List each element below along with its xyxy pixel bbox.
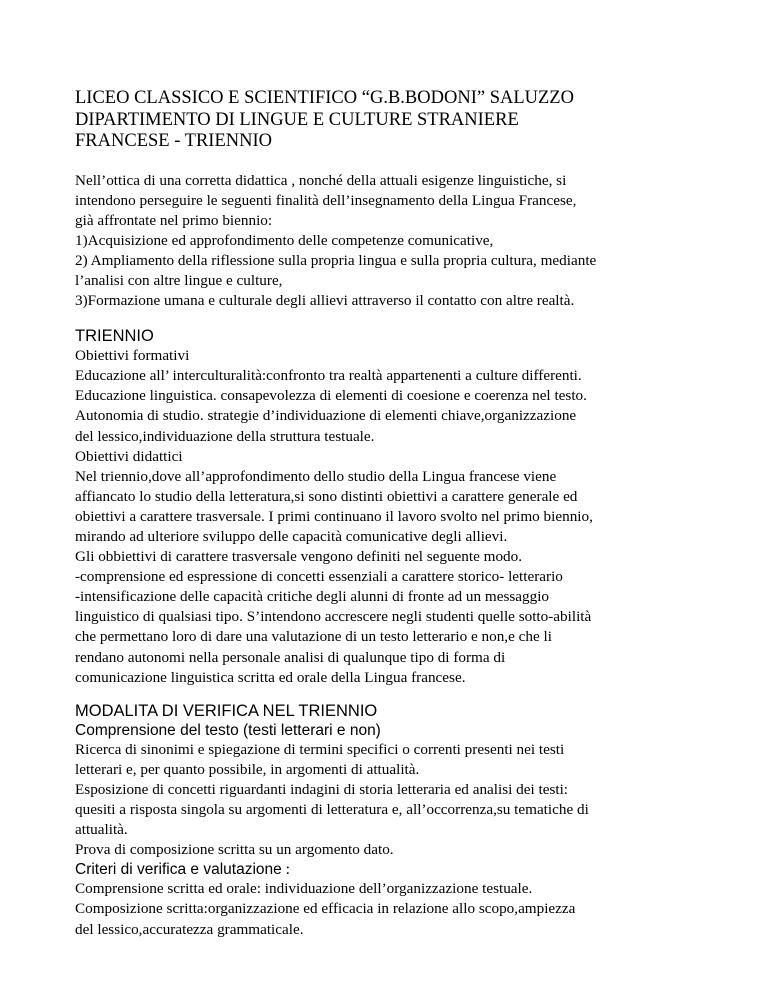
text-line: quesiti a risposta singola su argomenti di letteratura e, all’occorrenza,su tematiche di: [75, 801, 589, 819]
intro-paragraph: [75, 171, 715, 312]
comprensione-paragraph: [75, 740, 715, 861]
text-line: 2) Ampliamento della riflessione sulla propria lingua e sulla propria cultura, mediante: [75, 251, 597, 269]
text-line: obiettivi a carattere trasversale. I primi continuano il lavoro svolto nel primo biennio,: [75, 507, 593, 525]
text-line: del lessico,accuratezza grammaticale.: [75, 920, 304, 938]
text-line: Obiettivi formativi: [75, 347, 190, 365]
text-line: Obiettivi didattici: [75, 447, 183, 465]
title-line: DIPARTIMENTO DI LINGUE E CULTURE STRANIERE: [75, 109, 519, 130]
text-line: Autonomia di studio. strategie d’individuazione di elementi chiave,organizzazione: [75, 407, 577, 425]
text-line: Educazione all’ interculturalità:confronto tra realtà appartenenti a culture differenti.: [75, 367, 582, 385]
criteri-heading-text: Criteri di verifica e valutazione: [75, 861, 282, 879]
text-line: 3)Formazione umana e culturale degli allievi attraverso il contatto con altre realtà.: [75, 292, 575, 310]
verifica-heading: MODALITA DI VERIFICA NEL TRIENNIO: [75, 701, 378, 720]
title-line: FRANCESE - TRIENNIO: [75, 131, 272, 151]
text-line: Nel triennio,dove all’approfondimento dello studio della Lingua francese viene: [75, 467, 557, 485]
text-line: comunicazione linguistica scritta ed orale della Lingua francese.: [75, 668, 466, 686]
triennio-heading: TRIENNIO: [75, 327, 154, 346]
text-line: 1)Acquisizione ed approfondimento delle competenze comunicative,: [75, 231, 494, 249]
comprensione-heading: Comprensione del testo (testi letterari e non): [75, 721, 381, 739]
text-line: -intensificazione delle capacità critiche degli alunni di fronte ad un messaggio: [75, 588, 550, 606]
text-line: Gli obbiettivi di carattere trasversale vengono definiti nel seguente modo.: [75, 548, 523, 566]
criteri-heading: [75, 860, 715, 879]
text-line: mirando ad ulteriore sviluppo delle capacità comunicative degli allievi.: [75, 528, 508, 545]
text-line: -comprensione ed espressione di concetti essenziali a carattere storico- letterario: [75, 568, 563, 586]
text-line: Esposizione di concetti riguardanti indagini di storia letteraria ed analisi dei testi:: [75, 780, 569, 798]
text-line: intendono perseguire le seguenti finalità dell’insegnamento della Lingua Francese,: [75, 191, 577, 209]
text-line: rendano autonomi nella personale analisi di qualunque tipo di forma di: [75, 648, 506, 666]
text-line: Composizione scritta:organizzazione ed efficacia in relazione allo scopo,ampiezza: [75, 900, 576, 918]
text-line: Ricerca di sinonimi e spiegazione di termini specifici o correnti presenti nei testi: [75, 740, 565, 758]
text-line: affiancato lo studio della letteratura,si sono distinti obiettivi a carattere generale ed: [75, 487, 578, 505]
text-line: Comprensione scritta ed orale: individuazione dell’organizzazione testuale.: [75, 880, 533, 898]
criteri-paragraph: [75, 879, 715, 939]
text-line: che permettano loro di dare una valutazione di un testo letterario e non,e che li: [75, 628, 552, 646]
title-line: LICEO CLASSICO E SCIENTIFICO “G.B.BODONI” SALUZZO: [75, 88, 574, 108]
criteri-heading-suffix: :: [281, 861, 290, 879]
text-line: Nell’ottica di una corretta didattica , nonché della attuali esigenze linguistiche, si: [75, 171, 567, 189]
text-line: attualità.: [75, 821, 128, 839]
document-page: [75, 88, 715, 940]
text-line: Educazione linguistica. consapevolezza di elementi di coesione e coerenza nel testo.: [75, 387, 587, 405]
text-line: del lessico,individuazione della struttura testuale.: [75, 427, 375, 445]
text-line: l’analisi con altre lingue e culture,: [75, 271, 283, 289]
document-title: [75, 88, 715, 153]
triennio-paragraph: [75, 346, 715, 688]
text-line: già affrontate nel primo biennio:: [75, 211, 273, 229]
text-line: letterari e, per quanto possibile, in argomenti di attualità.: [75, 760, 420, 778]
text-line: linguistico di qualsiasi tipo. S’intendono accrescere negli studenti quelle sotto-abilità: [75, 608, 592, 626]
text-line: Prova di composizione scritta su un argomento dato.: [75, 841, 394, 859]
